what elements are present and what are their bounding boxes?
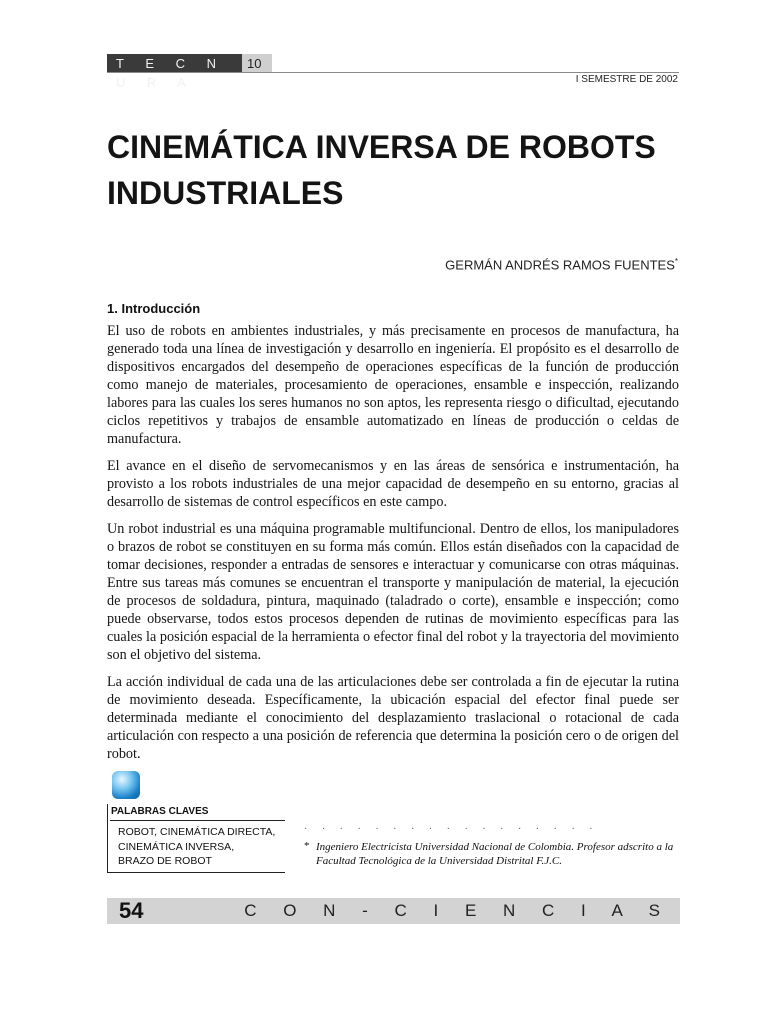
footnote-mark: * (304, 840, 310, 852)
keyword-item: CINEMÁTICA INVERSA, (118, 840, 235, 853)
footnote-text: Ingeniero Electricista Universidad Nacional de Colombia. Profesor adscrito a la Facultad Tecnológica de la Universidad Distrital F.J.C. (316, 841, 674, 867)
paragraph-1: El uso de robots en ambientes industriales, y más precisamente en procesos de manufactura, ha generado toda una línea de investigación y desarrollo en ingeniería. El propósito es el desarrollo de dispositivos encargados del desempeño de operaciones específicas de la función de producción como manejo de materiales, procesamiento de operaciones, ensamble e inspección, realizando labores para las cuales los seres humanos no son aptos, les representa riesgo o dificultad, ejecutando ciclos repetitivos y trabajos de ensamble automatizado en líneas de producción o celdas de manufactura. (107, 323, 679, 447)
footer-bar (107, 898, 680, 924)
footnote-separator: · · · · · · · · · · · · · · · · · (304, 824, 599, 835)
section-heading: 1. Introducción (107, 301, 201, 316)
keyword-item: ROBOT, CINEMÁTICA DIRECTA, (118, 826, 276, 838)
author-name: GERMÁN ANDRÉS RAMOS FUENTES (445, 257, 675, 273)
paragraph-2: El avance en el diseño de servomecanismos y en las áreas de sensórica e instrumentación, ha provisto a los robots industriales de una mejor capacidad de desempeño en su entorno, gracias al desarrollo de sistemas de control específicos en este campo. (107, 458, 679, 510)
issue-number: 10 (247, 56, 262, 71)
keywords-list (118, 825, 275, 869)
article-title (107, 124, 687, 216)
keywords-label: PALABRAS CLAVES (111, 806, 209, 817)
journal-header-bar (107, 54, 272, 90)
title-line-1: CINEMÁTICA INVERSA DE ROBOTS (107, 129, 656, 165)
keywords-icon (112, 771, 140, 799)
paragraph-4: La acción individual de cada una de las articulaciones debe ser controlada a fin de ejecutar la rutina de movimiento deseada. Específicamente, la ubicación espacial del efector final puede ser determinada mediante el conocimiento del desplazamiento traslacional o rotacional de cada articulación con respecto a una posición de referencia que determina la posición cero o de origen del robot. (107, 674, 679, 762)
semester-label: I SEMESTRE DE 2002 (575, 74, 678, 85)
keywords-box (107, 804, 285, 873)
page-number: 54 (119, 898, 144, 923)
author-footnote-mark: * (674, 257, 678, 266)
journal-footer-title: C O N - C I E N C I A S (244, 901, 671, 920)
header-rule (107, 72, 679, 73)
paragraph-3: Un robot industrial es una máquina programable multifuncional. Dentro de ellos, los manipuladores o brazos de robot se constituyen en su forma más común. Ellos están diseñados con la capacidad de tomar decisiones, responder a entradas de sensores e interactuar y comunicarse con otras máquinas. Entre sus tareas más comunes se encuentran el transporte y manipulación de material, la ejecución de procesos de soldadura, pintura, maquinado (taladrado o corte), ensamble e inspección; como puede observarse, todos estos procesos dependen de rutinas de movimiento específicas para las cuales la posición espacial de la herramienta o efector final del robot y la trayectoria del movimiento son el objetivo del sistema. (107, 521, 679, 663)
article-body (107, 322, 679, 772)
title-line-2: INDUSTRIALES (107, 175, 344, 211)
journal-name: T E C N U R A (107, 54, 242, 73)
keywords-rule (110, 820, 285, 821)
keyword-item: BRAZO DE ROBOT (118, 855, 212, 867)
author-line (445, 257, 678, 272)
